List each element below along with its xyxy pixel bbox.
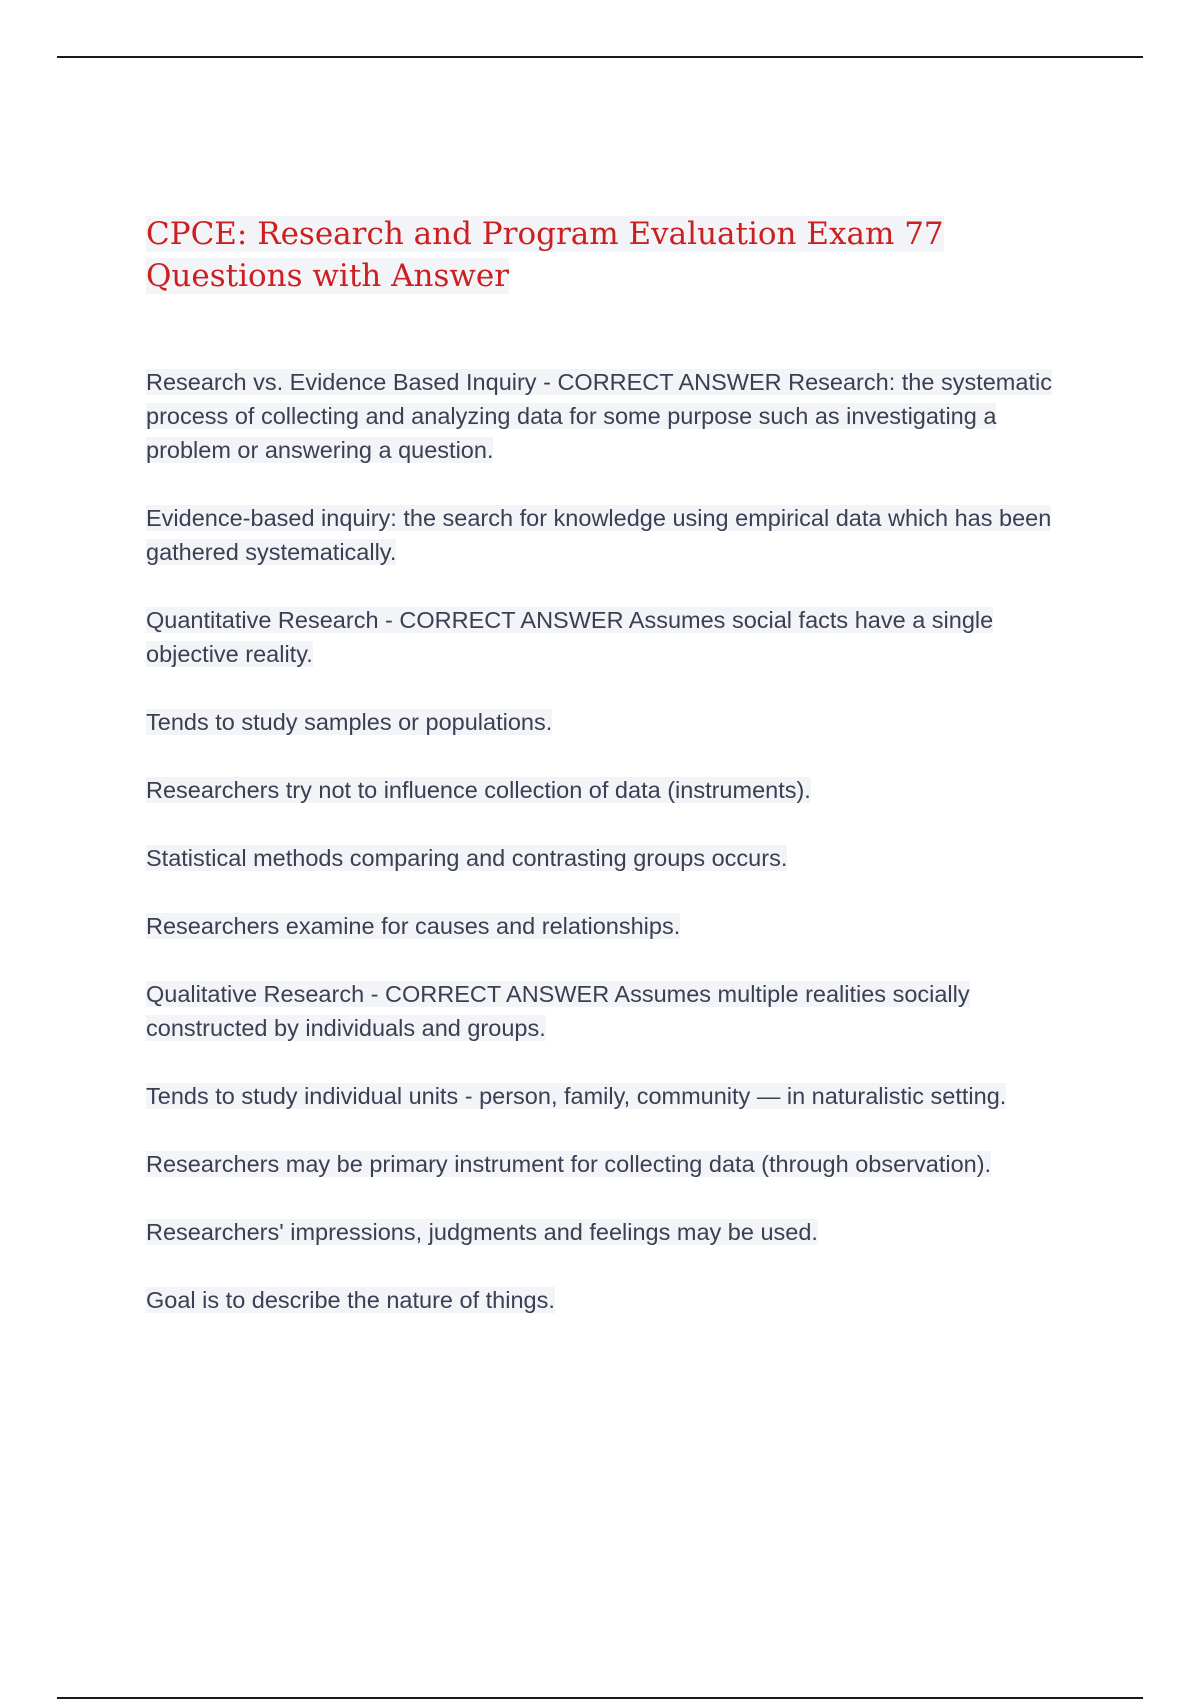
paragraph-text: Tends to study samples or populations. bbox=[146, 709, 553, 735]
paragraph-text: Researchers try not to influence collection of data (instruments). bbox=[146, 777, 811, 803]
document-title-text: CPCE: Research and Program Evaluation Exam 77 Questions with Answer bbox=[146, 216, 944, 294]
paragraph bbox=[146, 1147, 1086, 1181]
paragraph bbox=[146, 909, 1086, 943]
paragraph-text: Qualitative Research - CORRECT ANSWER Assumes multiple realities socially constructed by individuals and groups. bbox=[146, 981, 970, 1041]
paragraph bbox=[146, 365, 1086, 467]
paragraph-text: Goal is to describe the nature of things. bbox=[146, 1287, 555, 1313]
paragraph bbox=[146, 603, 1086, 671]
paragraph-text: Statistical methods comparing and contrasting groups occurs. bbox=[146, 845, 788, 871]
paragraph-text: Researchers may be primary instrument for collecting data (through observation). bbox=[146, 1151, 992, 1177]
paragraph-text: Researchers examine for causes and relationships. bbox=[146, 913, 681, 939]
paragraph bbox=[146, 705, 1086, 739]
paragraph bbox=[146, 1079, 1086, 1113]
document-title bbox=[146, 213, 1086, 297]
paragraph bbox=[146, 1283, 1086, 1317]
paragraph-text: Researchers' impressions, judgments and feelings may be used. bbox=[146, 1219, 818, 1245]
paragraph-text: Research vs. Evidence Based Inquiry - CORRECT ANSWER Research: the systematic process of collecting and analyzing data for some purpose such as investigating a problem or answering a question. bbox=[146, 369, 1052, 463]
paragraph-text: Tends to study individual units - person, family, community — in naturalistic setting. bbox=[146, 1083, 1007, 1109]
top-rule bbox=[57, 56, 1143, 58]
document-content bbox=[146, 213, 1086, 1351]
paragraph bbox=[146, 841, 1086, 875]
paragraph bbox=[146, 501, 1086, 569]
paragraph-text: Evidence-based inquiry: the search for knowledge using empirical data which has been gathered systematically. bbox=[146, 505, 1052, 565]
paragraph-text: Quantitative Research - CORRECT ANSWER Assumes social facts have a single objective reality. bbox=[146, 607, 994, 667]
document-body bbox=[146, 365, 1086, 1317]
paragraph bbox=[146, 773, 1086, 807]
paragraph bbox=[146, 977, 1086, 1045]
bottom-rule bbox=[57, 1697, 1143, 1699]
paragraph bbox=[146, 1215, 1086, 1249]
